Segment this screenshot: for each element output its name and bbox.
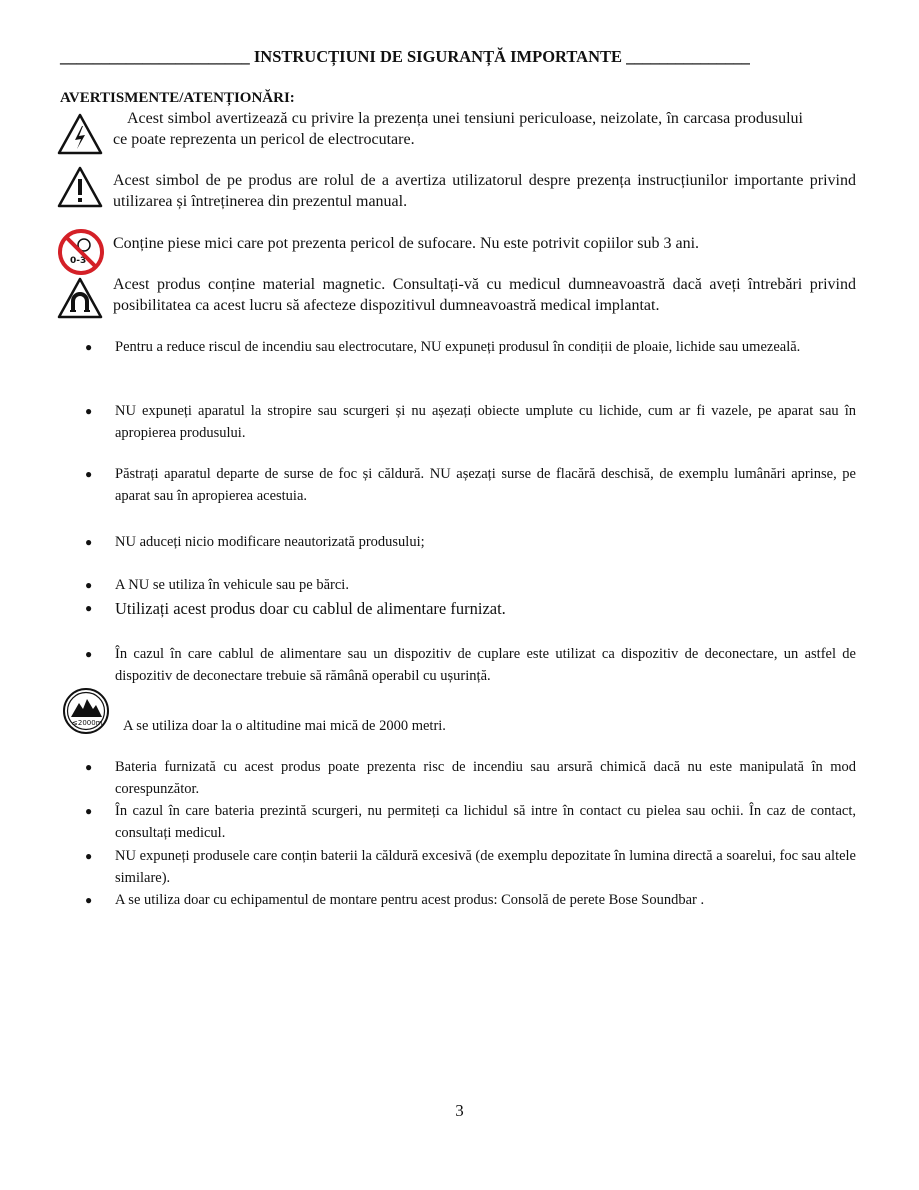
list-item (85, 464, 856, 507)
bullet-dot: ● (85, 601, 93, 615)
bullet-dot: ● (85, 340, 93, 354)
bullet-dot: ● (85, 535, 93, 549)
bullet-dot: ● (85, 647, 93, 661)
svg-text:≤2000m: ≤2000m (72, 719, 103, 727)
symbol-text-electric-shock: Acest simbol avertizează cu privire la prezența unei tensiuni periculoase, neizolate, în carcasa produsului ce poate reprezenta un pericol de electrocutare. (113, 110, 803, 148)
list-item-text: Bateria furnizată cu acest produs poate prezenta risc de incendiu sau arsură chimică dacă nu este manipulată în mod corespunzător. (115, 759, 856, 797)
bullet-dot: ● (85, 893, 93, 907)
altitude-limit-icon (62, 687, 110, 735)
list-item-text: A se utiliza doar cu echipamentul de montare pentru acest produs: Consolă de perete Bose Soundbar . (115, 892, 705, 908)
list-item (85, 801, 856, 844)
list-item-text: Pentru a reduce riscul de incendiu sau electrocutare, NU expuneți produsul în condiții de ploaie, lichide sau umezeală. (115, 339, 801, 355)
list-item (85, 757, 856, 800)
list-item (85, 401, 856, 444)
list-item-text: În cazul în care cablul de alimentare sau un dispozitiv de cuplare este utilizat ca dispozitiv de deconectare, un astfel de dispozitiv de deconectare trebuie să rămână operabil cu ușurință. (115, 646, 856, 684)
list-item-text: Utilizați acest produs doar cu cablul de alimentare furnizat. (115, 599, 506, 618)
section-title: AVERTISMENTE/ATENȚIONĂRI: (60, 90, 295, 106)
bullet-dot: ● (85, 467, 93, 481)
altitude-text: A se utiliza doar la o altitudine mai mică de 2000 metri. (123, 718, 446, 734)
list-item-text: NU expuneți produsele care conțin baterii la căldură excesivă (de exemplu depozitate în lumina directă a soarelui, foc sau altele similare). (115, 848, 856, 886)
page-header-title: _______________________ INSTRUCȚIUNI DE SIGURANȚĂ IMPORTANTE _______________ (60, 47, 750, 66)
bullet-dot: ● (85, 404, 93, 418)
list-item-text: NU expuneți aparatul la stropire sau scurgeri și nu așezați obiecte umplute cu lichide, cum ar fi vazele, pe aparat sau în apropierea produsului. (115, 403, 856, 441)
list-item-text: Păstrați aparatul departe de surse de foc și căldură. NU așezați surse de flacără deschisă, de exemplu lumânări aprinse, pe aparat sau în apropierea acestuia. (115, 466, 856, 504)
list-item-text: NU aduceți nicio modificare neautorizată produsului; (115, 534, 425, 550)
list-item (85, 532, 856, 554)
bullet-dot: ● (85, 760, 93, 774)
symbol-text-magnetic: Acest produs conține material magnetic. Consultați-vă cu medicul dumneavoastră dacă aveți întrebări privind posibilitatea ca acest lucru să afecteze dispozitivul dumneavoastră medical implantat. (113, 276, 856, 314)
list-item-text: În cazul în care bateria prezintă scurgeri, nu permiteți ca lichidul să intre în contact cu pielea sau ochii. În caz de contact, consultați medicul. (115, 803, 856, 841)
safety-bullet-list (85, 0, 856, 1190)
list-item (85, 575, 856, 597)
page-number: 3 (455, 1101, 464, 1120)
symbol-text-small-parts: Conține piese mici care pot prezenta pericol de sufocare. Nu este potrivit copiilor sub 3 ani. (113, 235, 700, 252)
bullet-dot: ● (85, 849, 93, 863)
svg-text:0-3: 0-3 (70, 256, 87, 266)
list-item (85, 337, 856, 359)
symbol-text-instructions: Acest simbol de pe produs are rolul de a avertiza utilizatorul despre prezența instrucțiunilor importante privind utilizarea și întreținerea din prezentul manual. (113, 172, 856, 210)
list-item (85, 846, 856, 889)
list-item (85, 890, 856, 912)
bullet-dot: ● (85, 578, 93, 592)
list-item (85, 598, 856, 620)
list-item (85, 644, 856, 687)
bullet-dot: ● (85, 804, 93, 818)
list-item-text: A NU se utiliza în vehicule sau pe bărci. (115, 577, 349, 593)
